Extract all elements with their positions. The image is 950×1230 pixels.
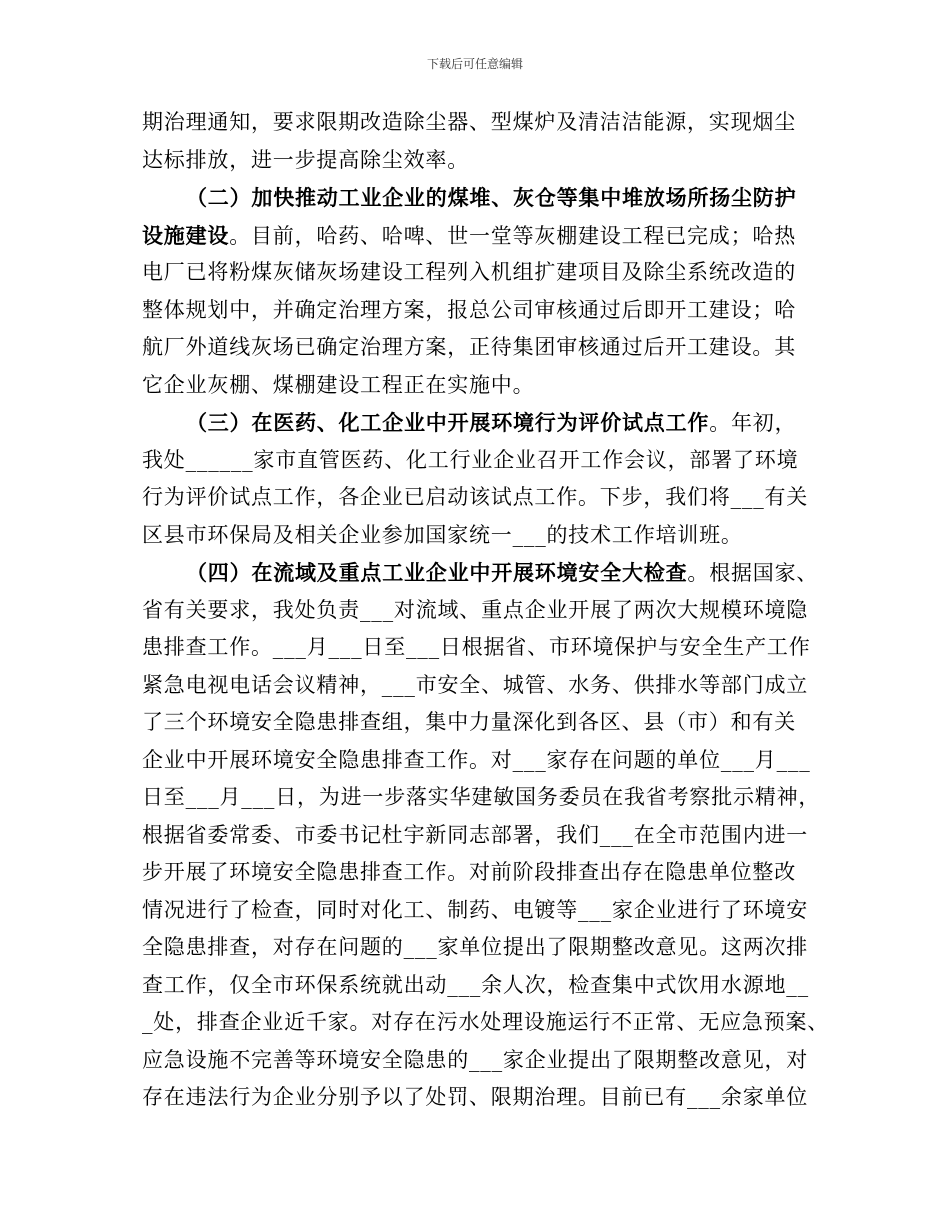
text-line: 整体规划中，并确定治理方案，报总公司审核通过后即开工建设；哈 [142,297,796,322]
text-line: 情况进行了检查，同时对化工、制药、电镀等___家企业进行了环境安 [142,897,809,922]
text-line: 日至___月___日，为进一步落实华建敏国务委员在我省考察批示精神， [142,785,821,809]
text-line: 行为评价试点工作，各企业已启动该试点工作。下步，我们将___有关 [142,485,809,509]
page-header-note: 下载后可任意编辑 [426,57,523,71]
text-line: 企业中开展环境安全隐患排查工作。对___家存在问题的单位___月___ [142,747,811,772]
text-line: 区县市环保局及相关企业参加国家统一___的技术工作培训班。 [142,522,743,547]
text-line: 航厂外道线灰场已确定治理方案，正待集团审核通过后开工建设。其 [142,335,796,359]
section-heading-2: （二）加快推动工业企业的煤堆、灰仓等集中堆放场所扬尘防护 [186,185,797,210]
text-line: 步开展了环境安全隐患排查工作。对前阶段排查出存在隐患单位整改 [142,860,796,884]
text-line: 患排查工作。___月___日至___日根据省、市环境保护与安全生产工作 [142,635,811,659]
text-line: 紧急电视电话会议精神，___市安全、城管、水务、供排水等部门成立 [142,672,809,697]
text-line: 达标排放，进一步提高除尘效率。 [142,147,469,172]
text-line: 应急设施不完善等环境安全隐患的___家企业提出了限期整改意见，对 [142,1047,809,1072]
text-line: 查工作，仅全市环保系统就出动___余人次，检查集中式饮用水源地__ [142,972,809,997]
text-line: 期治理通知，要求限期改造除尘器、型煤炉及清洁洁能源，实现烟尘 [142,110,796,134]
text-line: 我处______家市直管医药、化工行业企业召开工作会议，部署了环境 [142,447,799,472]
text-line: 了三个环境安全隐患排查组，集中力量深化到各区、县（市）和有关 [142,710,796,734]
text-line: 设施建设。目前，哈药、哈啤、世一堂等灰棚建设工程已完成；哈热 [142,222,797,248]
document-body [142,104,830,1117]
text-line: 根据省委常委、市委书记杜宇新同志部署，我们___在全市范围内进一 [142,822,809,847]
text-line: 电厂已将粉煤灰储灰场建设工程列入机组扩建项目及除尘系统改造的 [142,260,796,284]
text-line: _处，排查企业近千家。对存在污水处理设施运行不正常、无应急预案、 [142,1010,830,1034]
text-line: 存在违法行为企业分别予以了处罚、限期治理。目前已有___余家单位 [142,1085,809,1109]
text-line: 省有关要求，我处负责___对流域、重点企业开展了两次大规模环境隐 [142,597,809,622]
text-line: 全隐患排查，对存在问题的___家单位提出了限期整改意见。这两次排 [142,935,809,959]
section-heading-4: （四）在流域及重点工业企业中开展环境安全大检查。根据国家、 [186,560,819,585]
text-line: 它企业灰棚、煤棚建设工程正在实施中。 [142,372,535,397]
section-heading-3: （三）在医药、化工企业中开展环境行为评价试点工作。年初， [186,410,797,435]
